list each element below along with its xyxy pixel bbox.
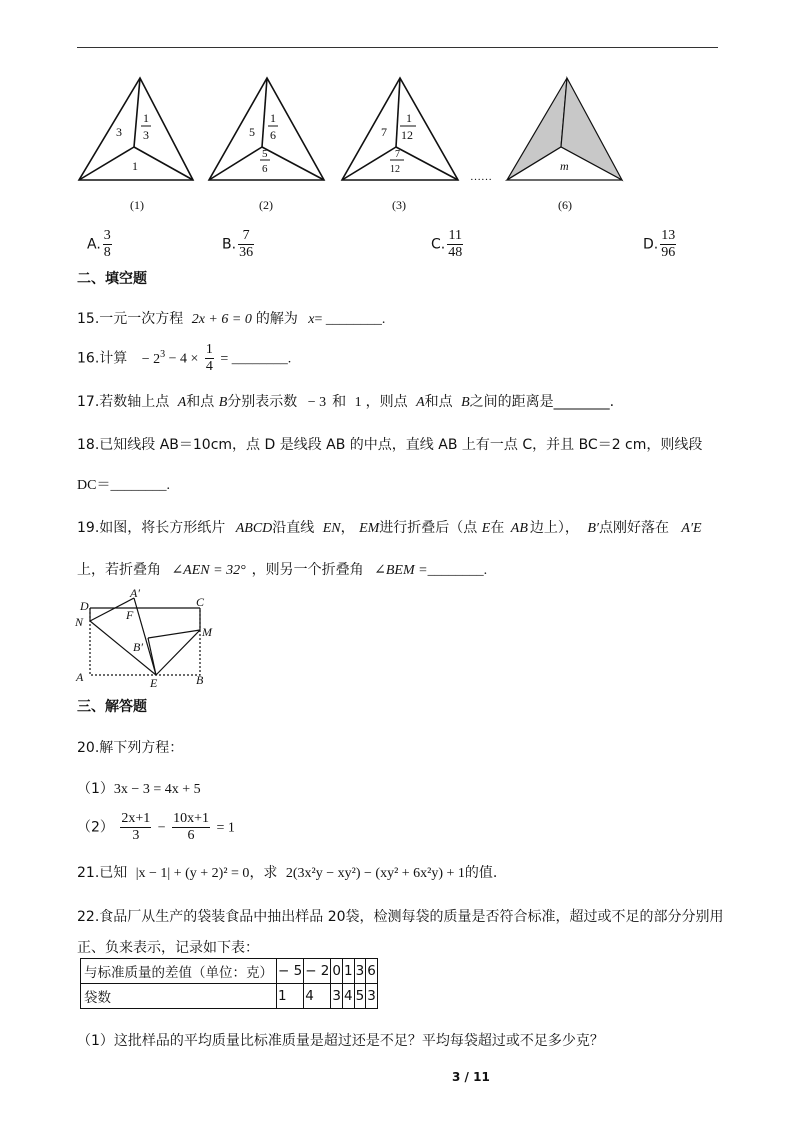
svg-text:1: 1 (270, 111, 276, 125)
svg-text:M: M (202, 625, 212, 639)
svg-text:……: …… (470, 171, 492, 183)
question-20-part-2: （2） $\frac{2x+1}{3}$ − $\frac{10x+1}{6}$ = 1 (77, 811, 235, 843)
question-20: 20.解下列方程： (77, 740, 184, 756)
question-17: 17.若数轴上点 A和点 B分别表示数 − 3 和 1 ，则点 A和点 B之间的距离是________. (77, 394, 615, 410)
folding-figure (72, 588, 222, 688)
svg-text:5: 5 (262, 148, 268, 160)
svg-text:3: 3 (116, 125, 122, 139)
question-21: 21.已知 |x − 1| + (y + 2)² = 0，求 2(3x²y − xy²) − (xy² + 6x²y) + 1的值. (77, 865, 498, 881)
table-cell: 3 (366, 984, 378, 1009)
table-cell: 0 (331, 959, 343, 984)
question-18: 18.已知线段 AB＝10cm，点 D 是线段 AB 的中点，直线 AB 上有一点 C，并且 BC＝2 cm，则线段 (77, 437, 703, 453)
svg-text:7: 7 (395, 149, 400, 160)
triangle-pattern-figure (70, 70, 630, 220)
page-number: 3 / 11 (452, 1070, 490, 1084)
svg-text:B: B (196, 673, 204, 687)
option-c[interactable]: C. $\frac{11}{48}$ (431, 228, 463, 260)
svg-text:A′: A′ (130, 588, 140, 600)
table-cell: − 5 (277, 959, 304, 984)
svg-text:1: 1 (406, 111, 412, 125)
table-cell: 4 (304, 984, 331, 1009)
svg-text:m: m (560, 159, 569, 173)
svg-text:B′: B′ (133, 640, 143, 654)
option-b[interactable]: B. $\frac{7}{36}$ (222, 228, 254, 260)
question-16: 16.计算 − $2^3 - 4$ × $\frac{1}{4}$ = ________. (77, 342, 292, 374)
table-cell: 6 (366, 959, 378, 984)
svg-text:(3): (3) (392, 198, 406, 212)
question-20-part-1: （1）3x − 3 = 4x + 5 (77, 781, 201, 797)
question-15: 15.一元一次方程 2x + 6 = 0 的解为 x= ________. (77, 311, 386, 327)
svg-text:(1): (1) (130, 198, 144, 212)
question-19: 19.如图，将长方形纸片 ABCD沿直线 EN， EM进行折叠后（点 E在 AB 边上）， B′点刚好落在 A′E (77, 520, 702, 536)
svg-text:(2): (2) (259, 198, 273, 212)
table-header-cell: 袋数 (81, 984, 277, 1009)
triangle-3 (342, 78, 458, 180)
svg-text:(6): (6) (558, 198, 572, 212)
section-heading-solve: 三、解答题 (77, 699, 147, 715)
svg-text:A: A (76, 670, 84, 684)
table-header-cell: 与标准质量的差值（单位：克） (81, 959, 277, 984)
svg-text:1: 1 (143, 111, 149, 125)
header-rule (77, 47, 718, 48)
svg-text:C: C (196, 595, 205, 609)
option-d[interactable]: D. $\frac{13}{96}$ (643, 228, 676, 260)
table-cell: 3 (331, 984, 343, 1009)
svg-text:6: 6 (270, 128, 276, 142)
svg-text:6: 6 (262, 163, 268, 175)
svg-text:3: 3 (143, 128, 149, 142)
table-row (81, 984, 378, 1009)
question-22-line2: 正、负来表示，记录如下表： (77, 940, 259, 956)
question-22: 22.食品厂从生产的袋装食品中抽出样品 20袋，检测每袋的质量是否符合标准，超过或不足的部分分别用 (77, 909, 724, 925)
option-a[interactable]: A. $\frac{3}{8}$ (87, 228, 111, 260)
svg-text:D: D (80, 599, 89, 613)
question-22-sub-1: （1）这批样品的平均质量比标准质量是超过还是不足？平均每袋超过或不足多少克？ (77, 1033, 604, 1049)
question-18-line2: DC＝________. (77, 478, 170, 493)
svg-text:F: F (126, 608, 134, 622)
table-cell: 1 (277, 984, 304, 1009)
question-19-line2: 上，若折叠角 ∠AEN = 32° ，则另一个折叠角 ∠BEM =________. (77, 562, 488, 578)
svg-text:5: 5 (249, 125, 255, 139)
svg-text:7: 7 (381, 125, 387, 139)
svg-text:12: 12 (401, 128, 413, 142)
svg-text:12: 12 (390, 164, 400, 175)
table-cell: 1 (343, 959, 355, 984)
table-cell: 3 (354, 959, 366, 984)
svg-text:N: N (75, 615, 84, 629)
svg-text:E: E (150, 676, 158, 688)
table-cell: − 2 (304, 959, 331, 984)
section-heading-fill-blank: 二、填空题 (77, 271, 147, 287)
svg-text:1: 1 (132, 159, 138, 173)
table-row (81, 959, 378, 984)
table-cell: 5 (354, 984, 366, 1009)
deviation-table (80, 958, 378, 1009)
table-cell: 4 (343, 984, 355, 1009)
